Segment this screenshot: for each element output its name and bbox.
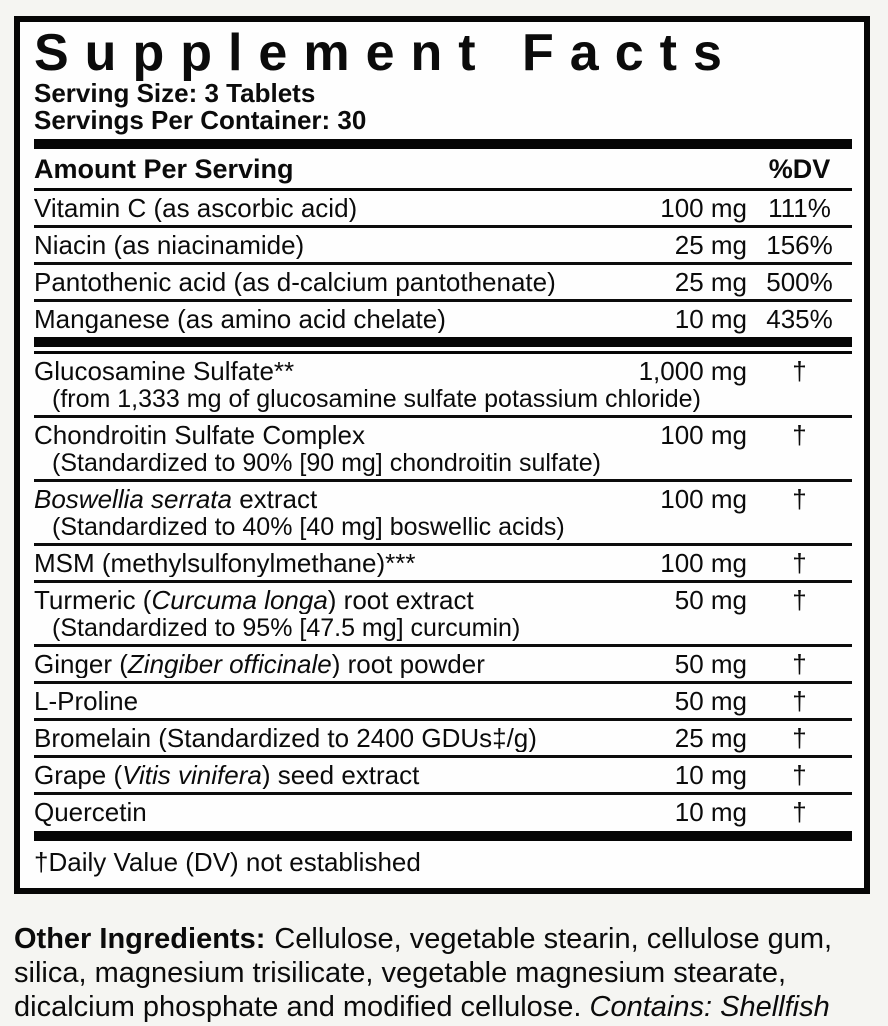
ingredient-amount: 25 mg (674, 230, 747, 260)
ingredient-line (34, 305, 852, 333)
ingredient-row-pantothenic-acid (34, 265, 852, 302)
ingredient-line (34, 724, 852, 752)
ingredient-amount: 25 mg (674, 267, 747, 297)
name-regular: ) root extract (327, 586, 474, 614)
name-regular: Turmeric ( (34, 586, 152, 614)
name-regular: ) root powder (331, 650, 485, 678)
ingredient-name: Glucosamine Sulfate** (34, 357, 295, 385)
name-species-italic: Curcuma longa (151, 586, 328, 614)
ingredient-amount: 25 mg (674, 723, 747, 753)
other-ingredients-label: Other Ingredients: (14, 923, 266, 955)
name-regular: ) seed extract (261, 761, 420, 789)
panel-title: Supplement Facts (34, 24, 738, 82)
ingredient-dv: † (792, 797, 807, 827)
ingredient-subtext: (Standardized to 40% [40 mg] boswellic acids) (52, 514, 565, 540)
ingredient-dv: † (792, 585, 807, 615)
ingredient-amount: 10 mg (674, 304, 747, 334)
ingredient-dv: † (792, 356, 807, 386)
ingredient-row-bromelain (34, 721, 852, 758)
ingredient-name: Niacin (as niacinamide) (34, 231, 305, 259)
ingredient-amount: 50 mg (674, 585, 747, 615)
percent-dv-header: %DV (768, 154, 831, 184)
ingredient-dv: † (792, 686, 807, 716)
ingredient-dv: † (792, 649, 807, 679)
daily-value-footnote: †Daily Value (DV) not established (34, 847, 421, 877)
ingredient-row-grape-seed (34, 758, 852, 795)
ingredient-row-boswellia (34, 482, 852, 546)
ingredient-dv: † (792, 420, 807, 450)
ingredient-dv: 111% (768, 193, 831, 223)
ingredient-amount: 10 mg (674, 797, 747, 827)
ingredient-line (34, 586, 852, 614)
ingredient-amount: 1,000 mg (638, 356, 747, 386)
ingredient-row-chondroitin (34, 418, 852, 482)
ingredient-name: Manganese (as amino acid chelate) (34, 305, 446, 333)
ingredient-amount: 100 mg (660, 484, 747, 514)
ingredient-name (34, 761, 597, 789)
other-ingredients-paragraph (14, 922, 876, 1024)
ingredient-dv: 435% (766, 304, 833, 334)
ingredient-dv: † (792, 484, 807, 514)
name-regular: extract (231, 485, 318, 513)
ingredient-name: Pantothenic acid (as d-calcium pantothenate) (34, 268, 556, 296)
other-ingredients-text: Cellulose, vegetable stearin, cellulose gum, silica, magnesium trisilicate, vegetable magnesium stearate, dicalcium phosphate and modified cellulose. (14, 923, 833, 1023)
name-species-italic: Zingiber officinale (127, 650, 332, 678)
name-regular: Grape ( (34, 761, 123, 789)
ingredient-amount: 50 mg (674, 686, 747, 716)
name-species-italic: Boswellia serrata (34, 485, 232, 513)
ingredient-dv: † (792, 723, 807, 753)
ingredient-line (34, 194, 852, 222)
ingredient-line (34, 798, 852, 826)
ingredient-row-msm (34, 546, 852, 583)
allergen-contains-note: Contains: Shellfish (589, 991, 830, 1023)
ingredient-line (34, 650, 852, 678)
ingredient-amount: 100 mg (660, 420, 747, 450)
ingredient-name: L-Proline (34, 687, 139, 715)
ingredient-dv: 500% (766, 267, 833, 297)
ingredient-dv: † (792, 760, 807, 790)
ingredient-line (34, 231, 852, 259)
ingredient-dv: 156% (766, 230, 833, 260)
ingredient-subtext: (Standardized to 95% [47.5 mg] curcumin) (52, 615, 521, 641)
ingredient-row-glucosamine (34, 354, 852, 418)
ingredient-amount: 50 mg (674, 649, 747, 679)
section-divider-bar (34, 139, 852, 149)
column-header-row (34, 149, 852, 191)
ingredient-amount: 100 mg (660, 548, 747, 578)
supplement-facts-panel (14, 16, 870, 894)
ingredient-line (34, 761, 852, 789)
ingredient-name: MSM (methylsulfonylmethane)*** (34, 549, 416, 577)
ingredient-line (34, 268, 852, 296)
ingredient-line (34, 549, 852, 577)
serving-size: Serving Size: 3 Tablets (34, 78, 316, 108)
ingredient-line (34, 357, 852, 385)
ingredient-line (34, 485, 852, 513)
name-species-italic: Vitis vinifera (122, 761, 262, 789)
ingredient-name (34, 650, 597, 678)
ingredient-subtext: (Standardized to 90% [90 mg] chondroitin sulfate) (52, 450, 601, 476)
ingredient-amount: 10 mg (674, 760, 747, 790)
ingredient-dv: † (792, 548, 807, 578)
ingredient-name: Chondroitin Sulfate Complex (34, 421, 365, 449)
section-divider-bar (34, 337, 852, 347)
name-regular: Ginger ( (34, 650, 128, 678)
ingredient-subtext: (from 1,333 mg of glucosamine sulfate potassium chloride) (52, 386, 701, 412)
servings-per-container: Servings Per Container: 30 (34, 105, 367, 135)
ingredient-row-manganese (34, 302, 852, 336)
ingredient-name (34, 586, 597, 614)
section-divider-bar (34, 831, 852, 841)
ingredient-amount: 100 mg (660, 193, 747, 223)
ingredient-row-vitamin-c (34, 191, 852, 228)
ingredient-name: Vitamin C (as ascorbic acid) (34, 194, 358, 222)
ingredient-row-ginger (34, 647, 852, 684)
ingredient-name: Quercetin (34, 798, 147, 826)
ingredient-row-niacin (34, 228, 852, 265)
ingredient-name: Bromelain (Standardized to 2400 GDUs‡/g) (34, 724, 537, 752)
ingredient-line (34, 421, 852, 449)
ingredient-line (34, 687, 852, 715)
ingredient-row-quercetin (34, 795, 852, 829)
ingredient-name (34, 485, 597, 513)
ingredient-row-l-proline (34, 684, 852, 721)
amount-per-serving-header: Amount Per Serving (34, 154, 294, 184)
ingredient-row-turmeric (34, 583, 852, 647)
